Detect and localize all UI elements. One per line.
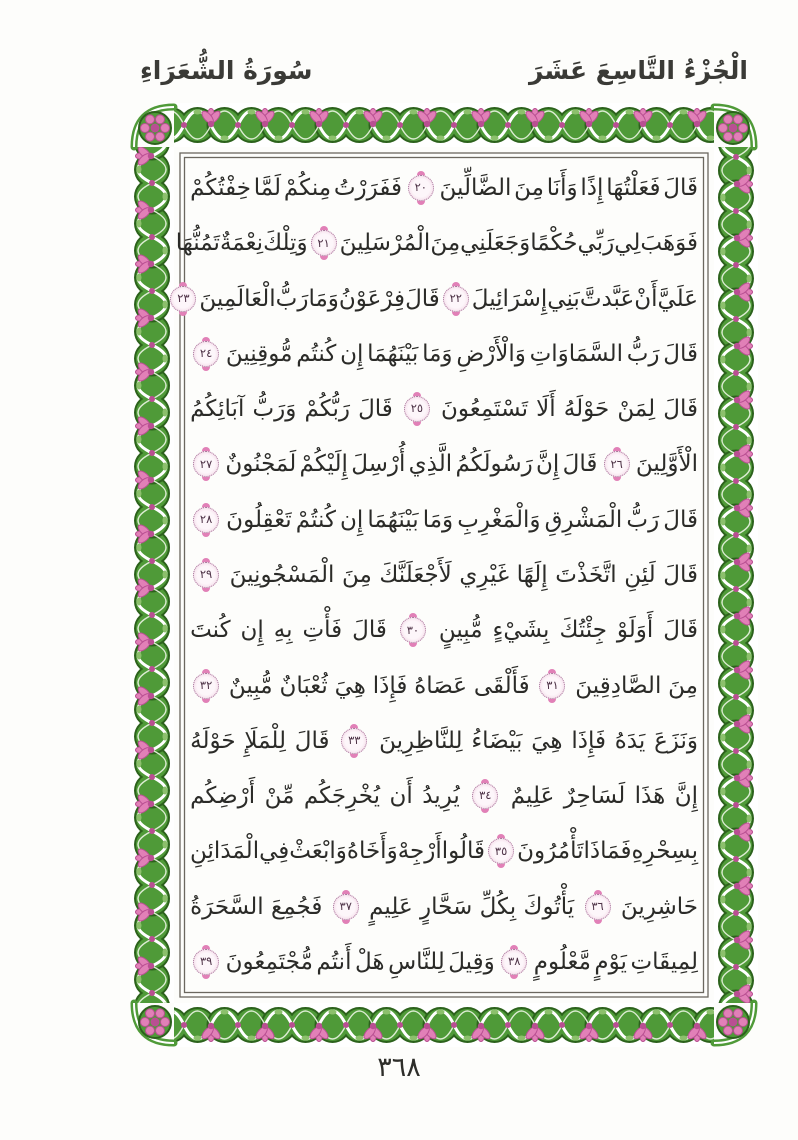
word: قَالَ [405,285,440,312]
word: يُخْرِجَكُم [303,783,381,810]
word: قَالَ [352,617,387,644]
word: قَالَ [663,561,698,588]
word: غَيْرِي [459,561,510,588]
word: وَمَا [422,506,454,533]
word: ثُعْبَانٌ [279,672,328,699]
ayah-marker: ٣٩ [193,949,219,975]
word: يَأْتُوكَ [523,893,575,920]
quran-line [190,161,698,215]
word: الْمَدَائِنِ [190,838,260,865]
word: إِن [340,340,364,367]
word: مِنَ [514,175,544,201]
word: وَالْأَرْضِ [456,340,526,367]
word: هِيَ [334,672,366,699]
quran-line [190,714,698,768]
ayah-marker: ٢٤ [193,341,219,367]
word: قَالَ [294,727,330,754]
word: مُّبِينٍ [438,617,483,644]
word: حَاشِرِينَ [620,893,698,920]
word: بَنِي [547,285,580,312]
ayah-marker: ٣٢ [193,673,219,699]
word: إِلَهًا [516,561,548,588]
word: فَمَاذَا [583,838,632,865]
word: أَلَا [536,396,556,423]
word: حُكْمًا [530,230,578,257]
word: عَلَيَّ [657,285,698,312]
word: لَمَّا [253,175,282,201]
word: وَأَخَاهُ [346,838,398,865]
word: إِذًا [580,175,604,201]
ayah-marker: ٣٥ [488,838,514,864]
word: وَالْمَغْرِبِ [457,506,541,533]
word: رَبُّ [626,506,660,533]
quran-line [175,216,698,270]
word: أُرْسِلَ [351,451,406,478]
word: فَإِذَا [372,672,408,699]
quran-line [190,880,698,934]
word: تَعْقِلُونَ [226,506,292,533]
word: تَمُنُّهَا [175,230,220,257]
word: إِنَّ [674,783,698,810]
juz-label: الْجُزْءُ التَّاسِعَ عَشَرَ [529,55,748,85]
word: فِي [259,838,290,865]
ayah-marker: ٢٨ [193,507,219,533]
quran-line [190,659,698,713]
word: مَّعْلُومٍ [533,948,591,975]
word: لَأَجْعَلَنَّكَ [379,561,452,588]
word: وَنَزَعَ [654,727,698,754]
ayah-marker: ٢٥ [404,396,430,422]
word: تَسْتَمِعُونَ [441,396,529,423]
word: فَعَلْتُهَا [606,175,661,201]
word: بَيْنَهُمَا [367,340,419,367]
word: السَّحَرَةُ [190,893,264,920]
word: بِكُلِّ [479,893,517,920]
word: أَن [389,783,413,810]
word: الضَّالِّينَ [439,175,512,201]
word: كُنتُم [296,340,337,367]
word: رَبُّ [626,340,660,367]
ayah-marker: ٢٢ [443,286,469,312]
ayah-marker: ٣٨ [501,949,527,975]
word: بِسِحْرِهِ [631,838,698,865]
word: يَدَهُ [614,727,646,754]
quran-line [177,272,698,326]
ayah-marker: ٣٦ [585,894,611,920]
word: إِنَّ [536,451,560,478]
word: مُّبِينٌ [228,672,273,699]
word: جِئْتُكَ [559,617,607,644]
word: قَالُوا [441,838,486,865]
word: أَنْ [634,285,658,312]
word: اتَّخَذْتَ [555,561,617,588]
word: فَوَهَبَ [640,230,698,257]
word: خِفْتُكُمْ [190,175,251,201]
word: هَلْ [354,948,385,975]
word: فَأَلْقَى [473,672,530,699]
quran-line [190,437,698,491]
word: الْأَوَّلِينَ [635,451,698,478]
word: فَأْتِ [302,617,343,644]
word: وَقِيلَ [448,948,495,975]
word: بِشَيْءٍ [492,617,550,644]
word: بَيْضَاءُ [471,727,523,754]
word: مُّوقِنِينَ [225,340,293,367]
quran-line [190,382,698,436]
word: رَسُولَكُمُ [455,451,533,478]
word: وَمَا [308,285,339,312]
word: قَالَ [663,396,698,423]
ayah-marker: ٣١ [539,673,565,699]
word: يَوْمٍ [594,948,627,975]
quran-line [190,327,698,381]
word: وَجَعَلَنِي [460,230,531,257]
word: قَالَ [663,617,698,644]
word: عَلِيمٍ [369,893,413,920]
word: قَالَ [663,506,698,533]
quran-line [190,548,698,602]
word: وَتِلْكَ [263,230,308,257]
ayah-marker: ٣٠ [400,617,426,643]
word: فَإِذَا [571,727,606,754]
word: أَرْجِهْ [397,838,442,865]
word: عَبَّدتَّ [579,285,635,312]
word: إِلَيْكُمْ [299,451,348,478]
word: لِلْمَلَإِ [244,727,286,754]
word: إِسْرَائِيلَ [471,285,548,312]
word: نِعْمَةٌ [219,230,264,257]
word: حَوْلَهُ [563,396,610,423]
word: وَأَنَا [546,175,578,201]
word: كُنتُمْ [295,506,336,533]
word: هِيَ [531,727,563,754]
word: يُرِيدُ [422,783,460,810]
word: لِمِيقَاتِ [630,948,698,975]
quran-text-panel [175,161,698,989]
word: رَبِّي [577,230,615,257]
word: بِهِ [273,617,293,644]
word: فَجُمِعَ [270,893,323,920]
word: هَذَا [634,783,666,810]
word: فِرْعَوْنُ [338,285,406,312]
word: الْمَسْجُونِينَ [229,561,335,588]
word: لِمَنْ [617,396,656,423]
word: وَمَا [422,340,453,367]
word: لَئِنِ [624,561,656,588]
word: مِّنْ [264,783,295,810]
word: مِنَ [668,672,698,699]
word: لِلنَّاسِ [388,948,445,975]
quran-line [190,603,698,657]
word: فَفَرَرْتُ [333,175,402,201]
ayah-marker: ٢٩ [193,562,219,588]
word: إِن [340,506,364,533]
word: مِنكُمْ [283,175,332,201]
ayah-marker: ٢٧ [193,451,219,477]
word: رَبُّكُمْ [304,396,350,423]
quran-line [190,769,698,823]
quran-line [190,824,698,878]
word: أَرْضِكُم [190,783,256,810]
word: قَالَ [562,451,598,478]
ayah-marker: ٣٧ [333,894,359,920]
ayah-marker: ٣٤ [472,783,498,809]
word: أَنتُم [316,948,352,975]
page-header [130,44,758,96]
word: مِنَ [341,561,372,588]
ayah-marker: ٢٣ [170,286,196,312]
word: السَّمَاوَاتِ [529,340,623,367]
quran-line [190,935,698,989]
ayah-marker: ٢١ [311,230,337,256]
word: الْمَشْرِقِ [544,506,623,533]
ayah-marker: ٢٦ [604,451,630,477]
word: إِن [240,617,264,644]
word: قَالَ [663,340,698,367]
quran-line [190,493,698,547]
word: تَأْمُرُونَ [517,838,584,865]
page-number: ٣٦٨ [377,1052,421,1083]
word: لِي [614,230,641,257]
ayah-marker: ٣٣ [341,728,367,754]
word: سَحَّارٍ [420,893,473,920]
word: لَسَاحِرٌ [563,783,626,810]
word: لَمَجْنُونٌ [225,451,297,478]
word: عَصَاهُ [414,672,467,699]
ayah-marker: ٢٠ [408,175,434,201]
word: مِنَ [430,230,461,257]
word: الْعَالَمِينَ [199,285,276,312]
word: قَالَ [663,175,698,201]
word: الصَّادِقِينَ [575,672,662,699]
word: رَبُّ [275,285,309,312]
word: أَوَلَوْ [616,617,654,644]
word: بَيْنَهُمَا [367,506,419,533]
word: قَالَ [358,396,393,423]
word: وَرَبُّ [252,396,297,423]
word: لِلنَّاظِرِينَ [379,727,463,754]
word: الَّذِي [408,451,453,478]
word: الْمُرْسَلِينَ [339,230,431,257]
word: مُّجْتَمِعُونَ [225,948,313,975]
surah-label: سُورَةُ الشُّعَرَاءِ [140,55,313,85]
word: حَوْلَهُ [190,727,236,754]
word: وَابْعَثْ [289,838,347,865]
word: كُنتَ [190,617,231,644]
word: عَلِيمٌ [510,783,555,810]
word: آبَائِكُمُ [190,396,245,423]
